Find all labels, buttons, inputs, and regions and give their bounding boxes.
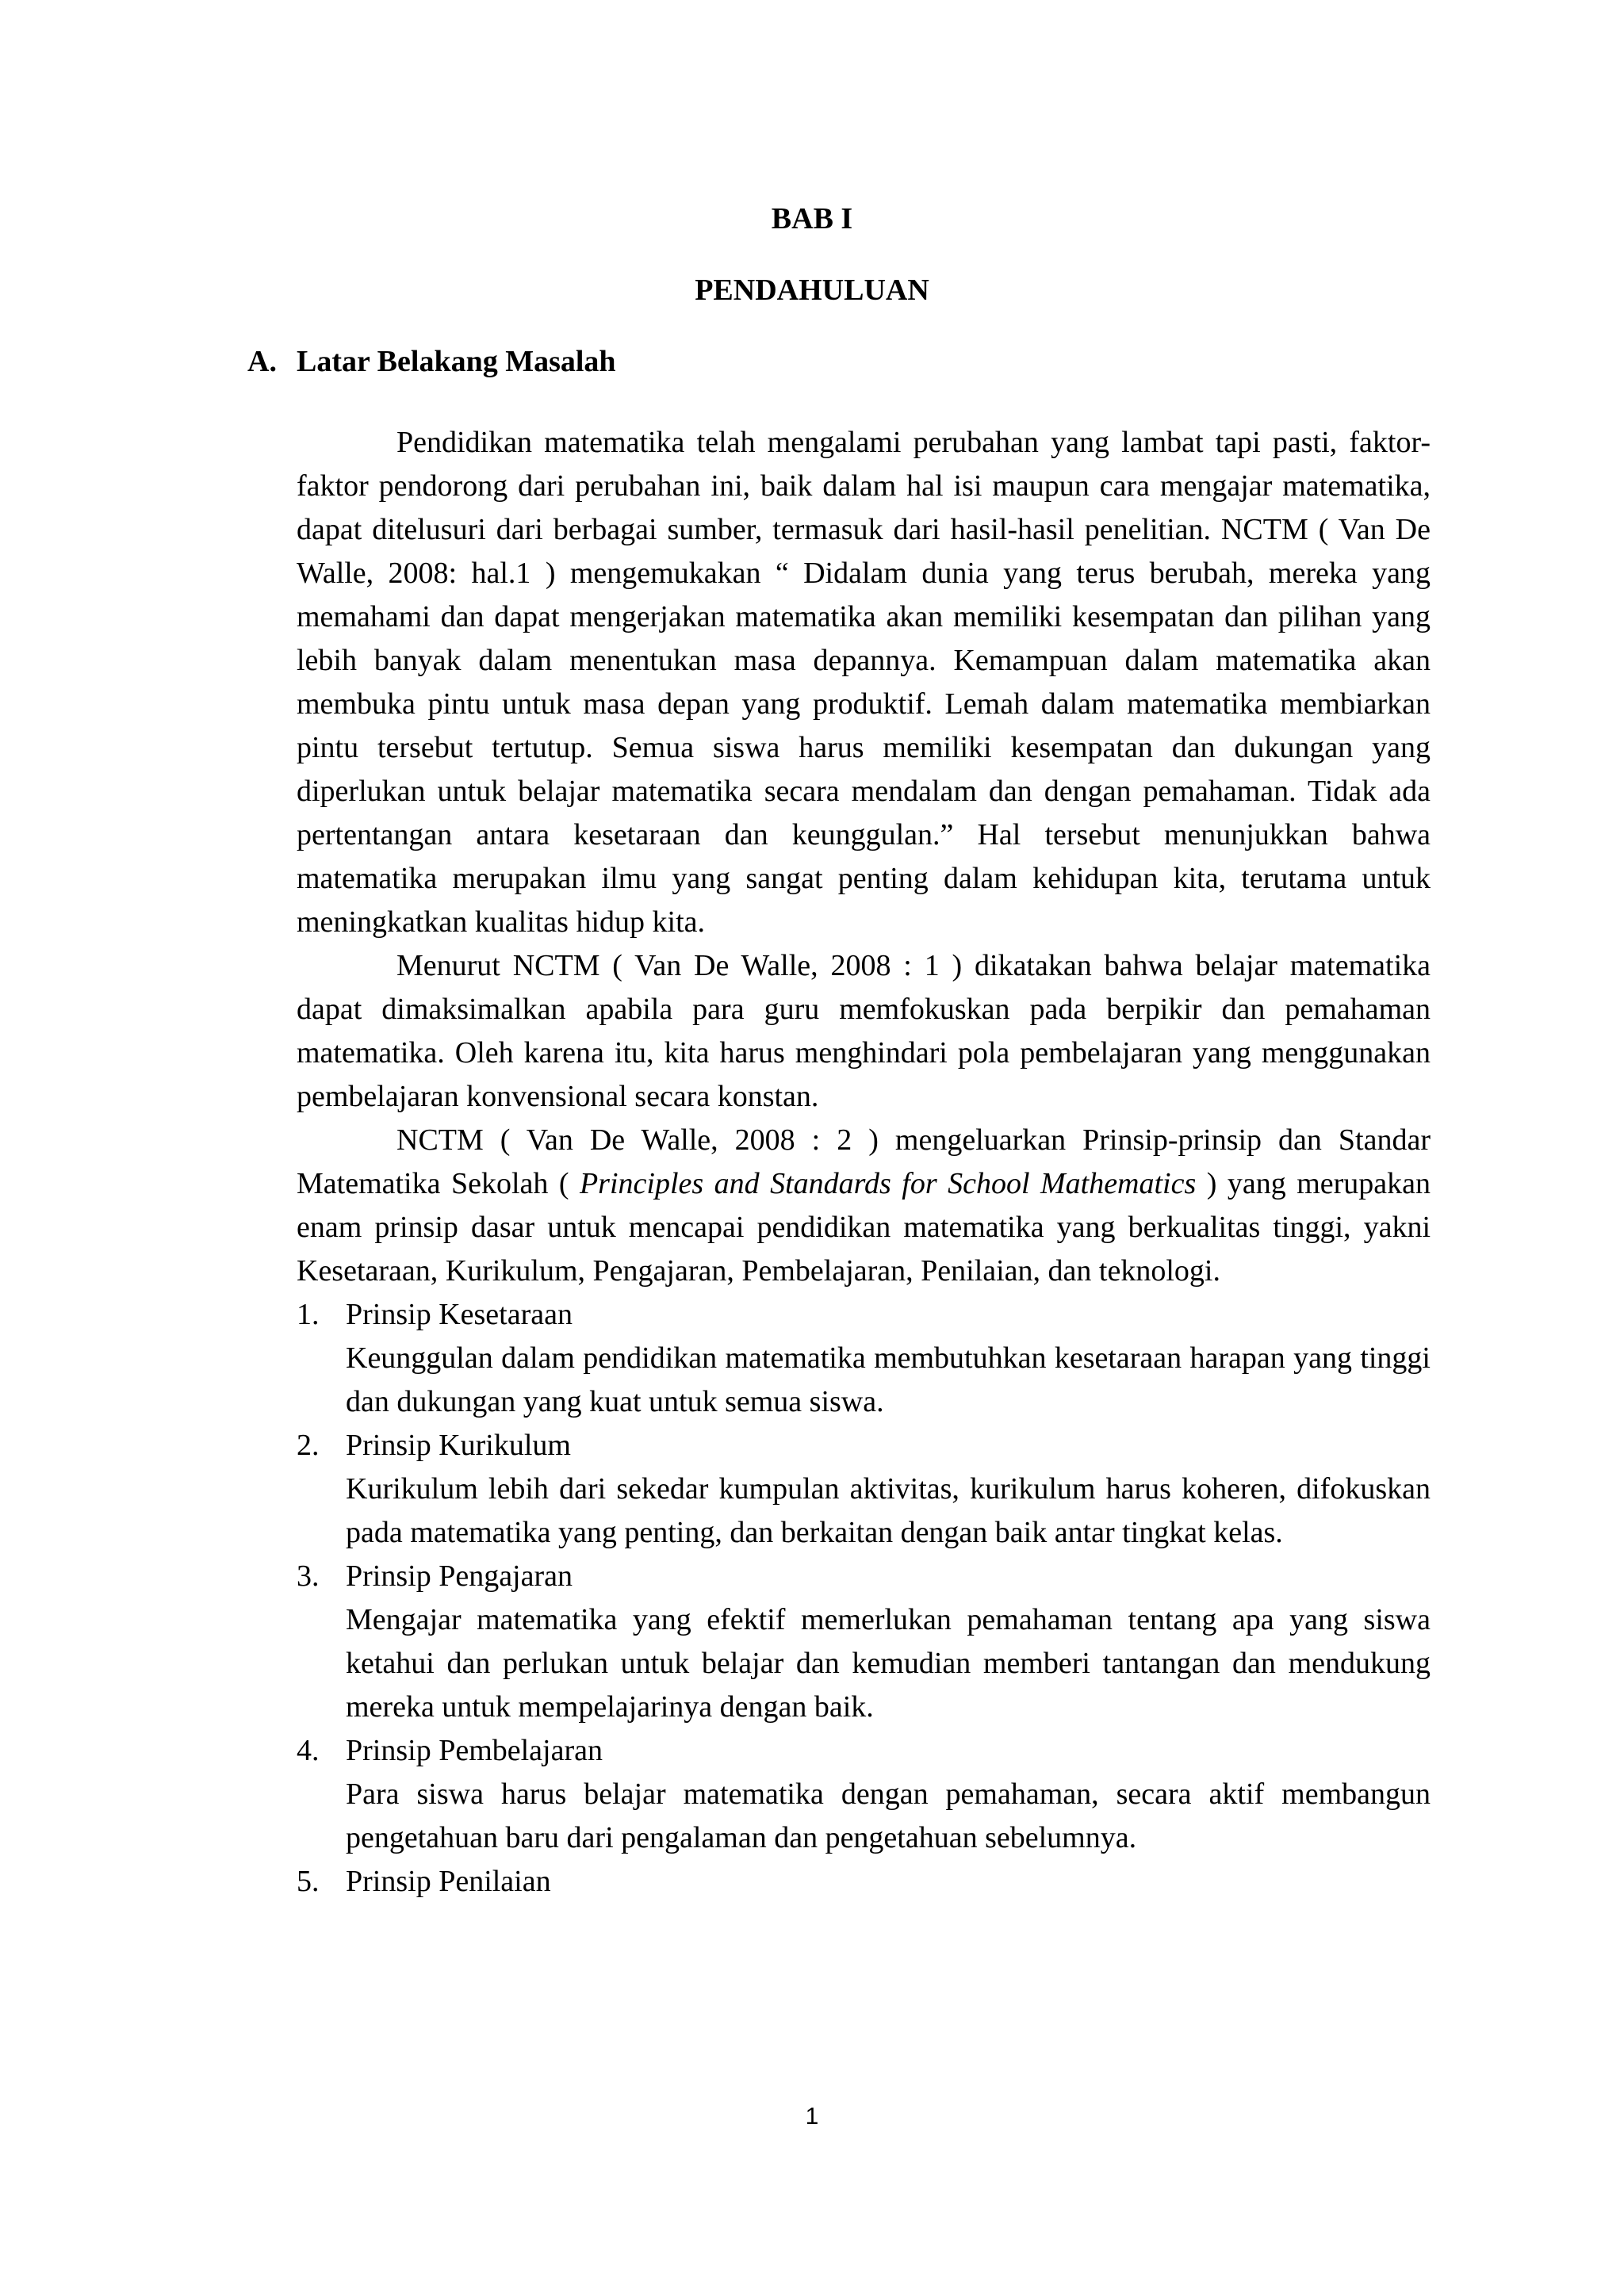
paragraph-text: NCTM ( Van De Walle, 2008 : 2 ) mengeluarkan Prinsip-prinsip dan Standar Matematika Sekolah ( bbox=[297, 1123, 1431, 1200]
section-letter: A. bbox=[247, 345, 277, 378]
list-item-description: Para siswa harus belajar matematika dengan pemahaman, secara aktif membangun pengetahuan baru dari pengalaman dan pengetahuan sebelumnya. bbox=[346, 1777, 1431, 1854]
paragraph-nctm-learning: Menurut NCTM ( Van De Walle, 2008 : 1 ) dikatakan bahwa belajar matematika dapat dimaksimalkan apabila para guru memfokuskan pada berpikir dan pemahaman matematika. Oleh karena itu, kita harus menghindari pola pembelajaran yang menggunakan pembelajaran konvensional secara konstan. bbox=[297, 949, 1431, 1113]
list-item-number: 4. bbox=[297, 1734, 320, 1767]
list-item-number: 3. bbox=[297, 1559, 320, 1593]
list-item-title: Prinsip Pengajaran bbox=[346, 1559, 573, 1593]
chapter-number: BAB I bbox=[771, 202, 853, 235]
list-item bbox=[297, 1860, 1431, 1904]
body-text bbox=[297, 421, 1431, 1904]
list-item-title: Prinsip Kesetaraan bbox=[346, 1298, 573, 1331]
paragraph-intro: Pendidikan matematika telah mengalami perubahan yang lambat tapi pasti, faktor-faktor pendorong dari perubahan ini, baik dalam hal isi maupun cara mengajar matematika, dapat ditelusuri dari berbagai sumber, termasuk dari hasil-hasil penelitian. NCTM ( Van De Walle, 2008: hal.1 ) mengemukakan “ Didalam dunia yang terus berubah, mereka yang memahami dan dapat mengerjakan matematika akan memiliki kesempatan dan pilihan yang lebih banyak dalam menentukan masa depannya. Kemampuan dalam matematika akan membuka pintu untuk masa depan yang produktif. Lemah dalam matematika membiarkan pintu tersebut tertutup. Semua siswa harus memiliki kesempatan dan dukungan yang diperlukan untuk belajar matematika secara mendalam dan dengan pemahaman. Tidak ada pertentangan antara kesetaraan dan keunggulan.” Hal tersebut menunjukkan bahwa matematika merupakan ilmu yang sangat penting dalam kehidupan kita, terutama untuk meningkatkan kualitas hidup kita. bbox=[297, 426, 1431, 939]
list-item bbox=[297, 1293, 1431, 1424]
list-item-title: Prinsip Kurikulum bbox=[346, 1429, 571, 1462]
section-title: Latar Belakang Masalah bbox=[297, 345, 616, 378]
paragraph-nctm-principles bbox=[297, 1119, 1431, 1293]
list-item-description: Kurikulum lebih dari sekedar kumpulan aktivitas, kurikulum harus koheren, difokuskan pada matematika yang penting, dan berkaitan dengan baik antar tingkat kelas. bbox=[346, 1472, 1431, 1549]
publication-title: Principles and Standards for School Mathematics bbox=[579, 1167, 1197, 1200]
list-item-description: Mengajar matematika yang efektif memerlukan pemahaman tentang apa yang siswa ketahui dan perlukan untuk belajar dan kemudian memberi tantangan dan mendukung mereka untuk mempelajarinya dengan baik. bbox=[346, 1603, 1431, 1724]
list-item bbox=[297, 1729, 1431, 1860]
list-item-number: 2. bbox=[297, 1429, 320, 1462]
list-item bbox=[297, 1424, 1431, 1555]
list-item-title: Prinsip Penilaian bbox=[346, 1865, 551, 1898]
list-item-number: 1. bbox=[297, 1298, 320, 1331]
list-item-description: Keunggulan dalam pendidikan matematika membutuhkan kesetaraan harapan yang tinggi dan dukungan yang kuat untuk semua siswa. bbox=[346, 1341, 1431, 1418]
list-item bbox=[297, 1555, 1431, 1729]
chapter-title: PENDAHULUAN bbox=[695, 274, 929, 307]
principle-list bbox=[297, 1293, 1431, 1904]
list-item-title: Prinsip Pembelajaran bbox=[346, 1734, 603, 1767]
paragraph-text: ) yang merupakan enam prinsip dasar untuk mencapai pendidikan matematika yang berkualitas tinggi, yakni Kesetaraan, Kurikulum, Pengajaran, Pembelajaran, Penilaian, dan teknologi. bbox=[297, 1167, 1431, 1288]
page-number: 1 bbox=[805, 2103, 819, 2130]
section-heading bbox=[247, 342, 616, 381]
list-item-number: 5. bbox=[297, 1865, 320, 1898]
